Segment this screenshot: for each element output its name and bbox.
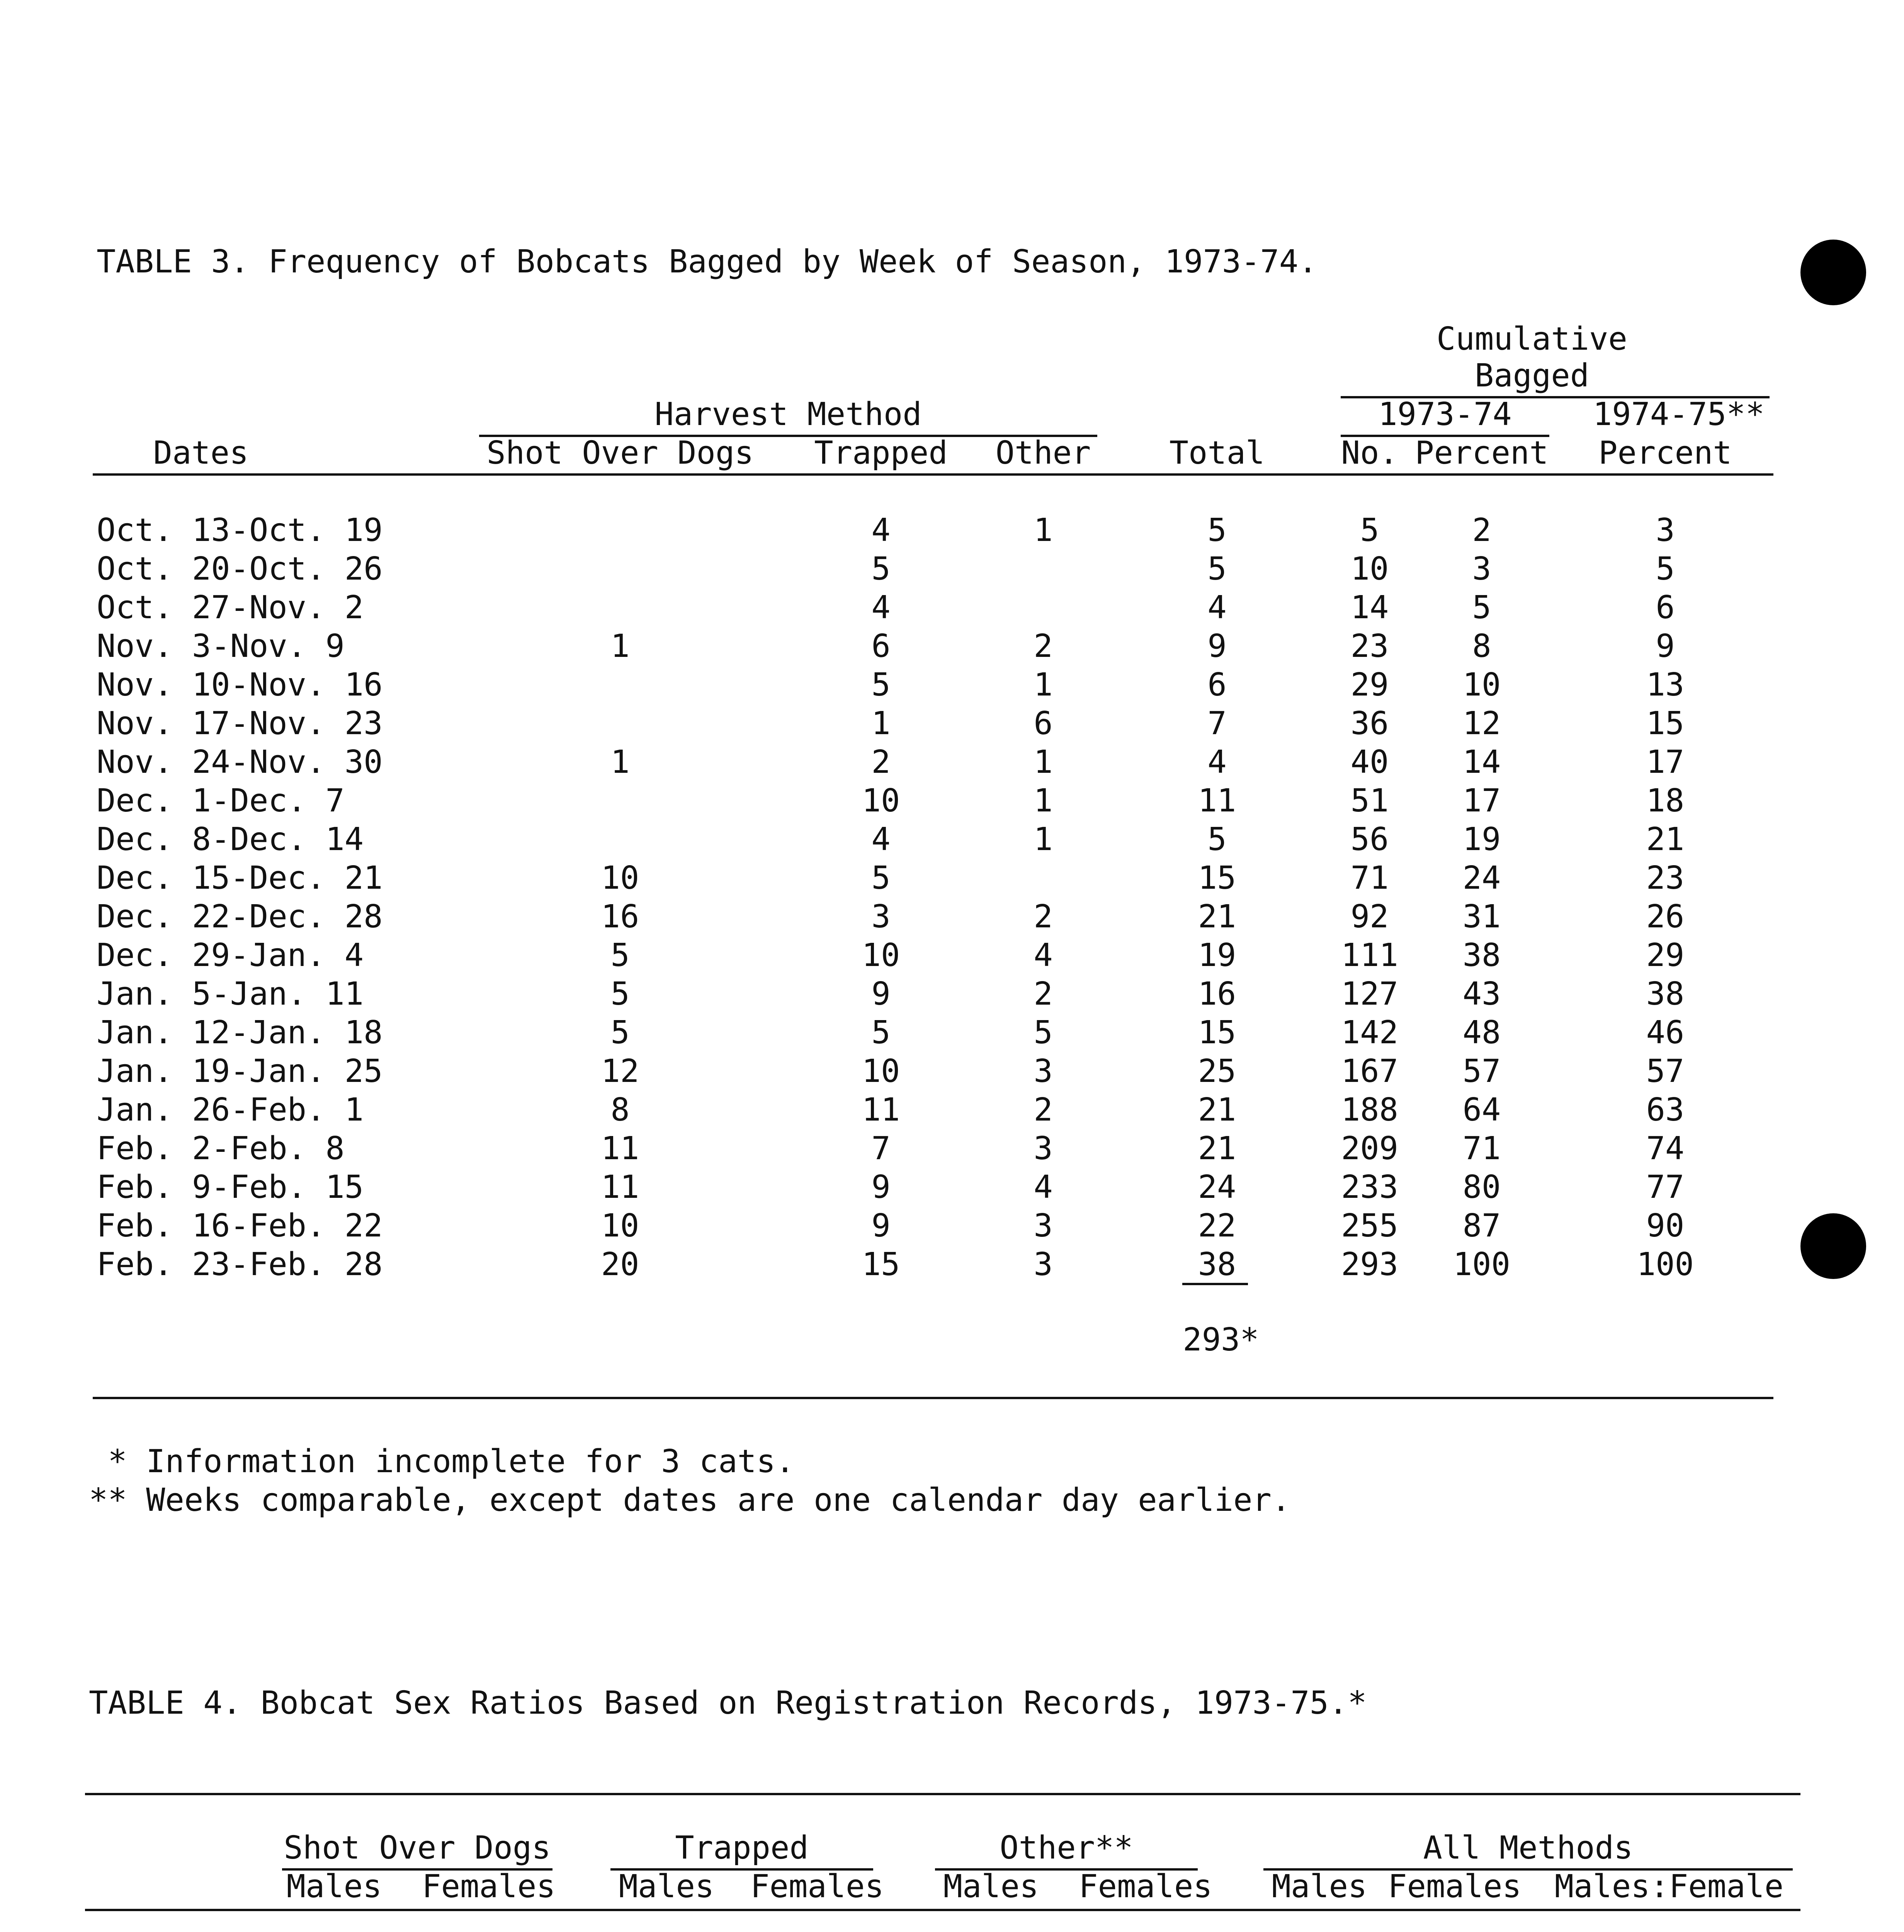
table3-cell-percent-1973: 19 [1462, 821, 1501, 858]
table3-cell-total: 22 [1198, 1208, 1236, 1244]
table3-cell-trapped: 4 [871, 512, 891, 549]
table3-cell-total: 38 [1198, 1246, 1236, 1283]
table3-cell-other: 2 [1034, 628, 1053, 665]
table3-cell-total: 5 [1207, 821, 1227, 858]
table4-sub-header: Males [943, 1868, 1039, 1905]
table3-cell-percent-1973: 10 [1462, 667, 1501, 703]
table3-cell-date: Feb. 9-Feb. 15 [97, 1169, 364, 1206]
table3-cell-total: 11 [1198, 782, 1236, 819]
table3-cell-shot: 10 [601, 1208, 639, 1244]
table3-cell-date: Oct. 20-Oct. 26 [97, 551, 383, 587]
table3-cell-trapped: 3 [871, 898, 891, 935]
table3-cell-date: Jan. 26-Feb. 1 [97, 1092, 364, 1128]
table3-cell-percent-1974: 26 [1646, 898, 1685, 935]
table3-cell-trapped: 10 [862, 1053, 900, 1090]
table3-cell-total: 21 [1198, 1092, 1236, 1128]
table3-header-bagged: Bagged [1474, 357, 1590, 394]
table3-header-1973-74: 1973-74 [1378, 396, 1512, 433]
table3-cell-percent-1974: 17 [1646, 744, 1685, 781]
table3-cell-trapped: 5 [871, 667, 891, 703]
table3-cell-percent-1974: 13 [1646, 667, 1685, 703]
table3-footnote-1: * Information incomplete for 3 cats. [89, 1443, 795, 1480]
table3-cell-percent-1974: 77 [1646, 1169, 1685, 1206]
table3-cell-percent-1974: 100 [1636, 1246, 1694, 1283]
table3-cell-other: 2 [1034, 976, 1053, 1012]
table3-cell-no: 29 [1350, 667, 1389, 703]
table3-cell-trapped: 4 [871, 589, 891, 626]
table3-cell-date: Nov. 3-Nov. 9 [97, 628, 345, 665]
table3-cell-date: Jan. 12-Jan. 18 [97, 1014, 383, 1051]
table3-cell-other: 6 [1034, 705, 1053, 742]
table3-cell-no: 71 [1350, 860, 1389, 896]
table4-group-header: Other** [1000, 1830, 1133, 1866]
binder-hole-top [1800, 240, 1866, 305]
table3-cell-percent-1973: 87 [1462, 1208, 1501, 1244]
table3-cell-no: 167 [1341, 1053, 1399, 1090]
table3-cell-other: 2 [1034, 1092, 1053, 1128]
table3-cell-percent-1974: 3 [1656, 512, 1675, 549]
table3-cell-percent-1973: 38 [1462, 937, 1501, 974]
table3-cell-percent-1973: 24 [1462, 860, 1501, 896]
table3-cell-shot: 12 [601, 1053, 639, 1090]
table3-cell-no: 40 [1350, 744, 1389, 781]
table3-cell-total: 4 [1207, 589, 1227, 626]
table3-cell-no: 209 [1341, 1130, 1399, 1167]
table3-cell-no: 14 [1350, 589, 1389, 626]
table3-cell-trapped: 10 [862, 937, 900, 974]
table3-cell-other: 3 [1034, 1208, 1053, 1244]
table3-cell-date: Nov. 24-Nov. 30 [97, 744, 383, 781]
table3-cell-shot: 5 [610, 937, 630, 974]
table3-cell-other: 1 [1034, 512, 1053, 549]
table3-cell-other: 4 [1034, 937, 1053, 974]
table3-cell-date: Nov. 17-Nov. 23 [97, 705, 383, 742]
table3-cell-total: 19 [1198, 937, 1236, 974]
table3-cell-percent-1974: 38 [1646, 976, 1685, 1012]
table4-sub-header: Females [1079, 1868, 1212, 1905]
table3-cell-date: Jan. 19-Jan. 25 [97, 1053, 383, 1090]
table3-cell-percent-1974: 6 [1656, 589, 1675, 626]
table3-cell-date: Oct. 13-Oct. 19 [97, 512, 383, 549]
table3-cell-percent-1973: 12 [1462, 705, 1501, 742]
table3-cell-percent-1974: 90 [1646, 1208, 1685, 1244]
table3-cell-other: 1 [1034, 821, 1053, 858]
table3-cell-other: 4 [1034, 1169, 1053, 1206]
table3-cell-other: 3 [1034, 1053, 1053, 1090]
table3-cell-trapped: 5 [871, 860, 891, 896]
table3-cell-trapped: 9 [871, 1208, 891, 1244]
table3-cell-shot: 11 [601, 1130, 639, 1167]
table3-cell-percent-1974: 18 [1646, 782, 1685, 819]
table3-cell-no: 127 [1341, 976, 1399, 1012]
table3-cell-other: 5 [1034, 1014, 1053, 1051]
table3-cell-no: 233 [1341, 1169, 1399, 1206]
table4-group-header: Shot Over Dogs [284, 1830, 551, 1866]
table4-top-rule [85, 1793, 1800, 1795]
table3-cell-total: 4 [1207, 744, 1227, 781]
table3-cell-shot: 20 [601, 1246, 639, 1283]
table3-cell-percent-1973: 5 [1472, 589, 1491, 626]
table3-header-shot: Shot Over Dogs [486, 435, 754, 471]
table3-cell-date: Feb. 2-Feb. 8 [97, 1130, 345, 1167]
table3-cell-percent-1974: 46 [1646, 1014, 1685, 1051]
table3-cell-trapped: 15 [862, 1246, 900, 1283]
table3-cell-date: Feb. 23-Feb. 28 [97, 1246, 383, 1283]
table3-cell-shot: 1 [610, 744, 630, 781]
table3-cell-date: Dec. 8-Dec. 14 [97, 821, 364, 858]
table3-cell-percent-1973: 8 [1472, 628, 1491, 665]
table3-cell-shot: 8 [610, 1092, 630, 1128]
table3-cell-no: 293 [1341, 1246, 1399, 1283]
table3-cell-shot: 1 [610, 628, 630, 665]
table3-cell-no: 23 [1350, 628, 1389, 665]
table3-cell-total: 15 [1198, 1014, 1236, 1051]
table3-cell-other: 1 [1034, 744, 1053, 781]
table3-cell-date: Feb. 16-Feb. 22 [97, 1208, 383, 1244]
table3-cell-percent-1974: 63 [1646, 1092, 1685, 1128]
table3-cell-percent-1974: 23 [1646, 860, 1685, 896]
table3-cell-no: 10 [1350, 551, 1389, 587]
table3-cell-date: Oct. 27-Nov. 2 [97, 589, 364, 626]
table3-cell-shot: 10 [601, 860, 639, 896]
table3-cell-percent-1973: 2 [1472, 512, 1491, 549]
table3-cell-no: 5 [1360, 512, 1379, 549]
table3-cell-total: 5 [1207, 512, 1227, 549]
table3-cell-date: Dec. 15-Dec. 21 [97, 860, 383, 896]
table3-header-no: No. [1341, 435, 1399, 471]
table3-cell-date: Nov. 10-Nov. 16 [97, 667, 383, 703]
table3-cell-no: 51 [1350, 782, 1389, 819]
table3-cell-date: Jan. 5-Jan. 11 [97, 976, 364, 1012]
table3-cell-percent-1973: 3 [1472, 551, 1491, 587]
table3-bottom-rule [93, 1397, 1773, 1399]
table4-sub-header: Males [1272, 1868, 1367, 1905]
table3-cell-percent-1973: 100 [1453, 1246, 1511, 1283]
table3-cell-total: 16 [1198, 976, 1236, 1012]
table3-cell-percent-1974: 21 [1646, 821, 1685, 858]
table3-header-other: Other [995, 435, 1091, 471]
table3-cell-trapped: 5 [871, 1014, 891, 1051]
table3-cell-total: 5 [1207, 551, 1227, 587]
table3-cell-shot: 5 [610, 976, 630, 1012]
table3-cell-other: 2 [1034, 898, 1053, 935]
table4-sub-header: Females [422, 1868, 556, 1905]
table3-cell-no: 92 [1350, 898, 1389, 935]
table3-header-trapped: Trapped [814, 435, 948, 471]
table3-cell-trapped: 6 [871, 628, 891, 665]
table3-cell-trapped: 5 [871, 551, 891, 587]
table3-cell-no: 56 [1350, 821, 1389, 858]
table3-header-harvest-method: Harvest Method [654, 396, 922, 433]
table3-cell-trapped: 9 [871, 1169, 891, 1206]
table3-cell-total: 15 [1198, 860, 1236, 896]
table3-cell-total: 21 [1198, 1130, 1236, 1167]
table3-cell-other: 3 [1034, 1246, 1053, 1283]
table3-cell-total: 7 [1207, 705, 1227, 742]
table3-cell-trapped: 4 [871, 821, 891, 858]
table4-header-rule [85, 1909, 1800, 1911]
table3-cell-other: 1 [1034, 782, 1053, 819]
table4-caption: TABLE 4. Bobcat Sex Ratios Based on Registration Records, 1973-75.* [89, 1685, 1367, 1721]
table4-group-header: Trapped [675, 1830, 809, 1866]
table4-sub-header: Males [286, 1868, 382, 1905]
table4-sub-header: Males:Female [1554, 1868, 1784, 1905]
table3-cell-total: 6 [1207, 667, 1227, 703]
table3-caption: TABLE 3. Frequency of Bobcats Bagged by Week of Season, 1973-74. [97, 243, 1318, 280]
table3-cell-date: Dec. 29-Jan. 4 [97, 937, 364, 974]
table3-cell-percent-1973: 14 [1462, 744, 1501, 781]
table3-cell-percent-1974: 74 [1646, 1130, 1685, 1167]
table3-cell-trapped: 1 [871, 705, 891, 742]
table3-cell-total: 21 [1198, 898, 1236, 935]
table3-cell-shot: 11 [601, 1169, 639, 1206]
table3-cell-no: 142 [1341, 1014, 1399, 1051]
table4-sub-header: Females [1388, 1868, 1522, 1905]
table3-cell-percent-1973: 17 [1462, 782, 1501, 819]
table3-cell-other: 1 [1034, 667, 1053, 703]
table3-cell-percent-1973: 31 [1462, 898, 1501, 935]
table3-cell-percent-1973: 48 [1462, 1014, 1501, 1051]
table4-sub-header: Females [750, 1868, 884, 1905]
table3-header-total: Total [1169, 435, 1265, 471]
table3-cell-date: Dec. 1-Dec. 7 [97, 782, 345, 819]
table3-cell-percent-1973: 71 [1462, 1130, 1501, 1167]
table3-grand-total: 293* [1183, 1321, 1259, 1358]
table3-cell-other: 3 [1034, 1130, 1053, 1167]
table3-cell-percent-1974: 57 [1646, 1053, 1685, 1090]
table3-cell-percent-1973: 80 [1462, 1169, 1501, 1206]
table3-header-1974-75: 1974-75** [1593, 396, 1765, 433]
table3-footnote-2: ** Weeks comparable, except dates are one calendar day earlier. [89, 1482, 1291, 1519]
table3-cell-shot: 16 [601, 898, 639, 935]
table3-cell-total: 24 [1198, 1169, 1236, 1206]
table3-cell-trapped: 2 [871, 744, 891, 781]
table3-cell-no: 255 [1341, 1208, 1399, 1244]
table4-group-header: All Methods [1423, 1830, 1633, 1866]
table4-sub-header: Males [619, 1868, 714, 1905]
table3-cell-no: 188 [1341, 1092, 1399, 1128]
table3-cell-trapped: 10 [862, 782, 900, 819]
table3-header-cumulative: Cumulative [1436, 321, 1627, 357]
table3-cell-percent-1973: 43 [1462, 976, 1501, 1012]
table3-cell-date: Dec. 22-Dec. 28 [97, 898, 383, 935]
binder-hole-middle [1800, 1213, 1866, 1279]
table3-cell-total: 25 [1198, 1053, 1236, 1090]
table3-cell-percent-1974: 15 [1646, 705, 1685, 742]
table3-header-rule [93, 473, 1773, 476]
table3-header-dates: Dates [153, 435, 249, 471]
table3-cell-percent-1974: 5 [1656, 551, 1675, 587]
table3-header-percent: Percent [1415, 435, 1549, 471]
table3-cell-percent-1974: 9 [1656, 628, 1675, 665]
table3-cell-trapped: 11 [862, 1092, 900, 1128]
table3-cell-no: 111 [1341, 937, 1399, 974]
table3-cell-percent-1973: 57 [1462, 1053, 1501, 1090]
table3-cell-shot: 5 [610, 1014, 630, 1051]
table3-total-underline [1182, 1283, 1248, 1285]
table3-cell-no: 36 [1350, 705, 1389, 742]
table3-header-percent-1974: Percent [1598, 435, 1732, 471]
table3-cell-percent-1973: 64 [1462, 1092, 1501, 1128]
table3-cell-percent-1974: 29 [1646, 937, 1685, 974]
table3-cell-trapped: 7 [871, 1130, 891, 1167]
table3-cell-trapped: 9 [871, 976, 891, 1012]
table3-cell-total: 9 [1207, 628, 1227, 665]
